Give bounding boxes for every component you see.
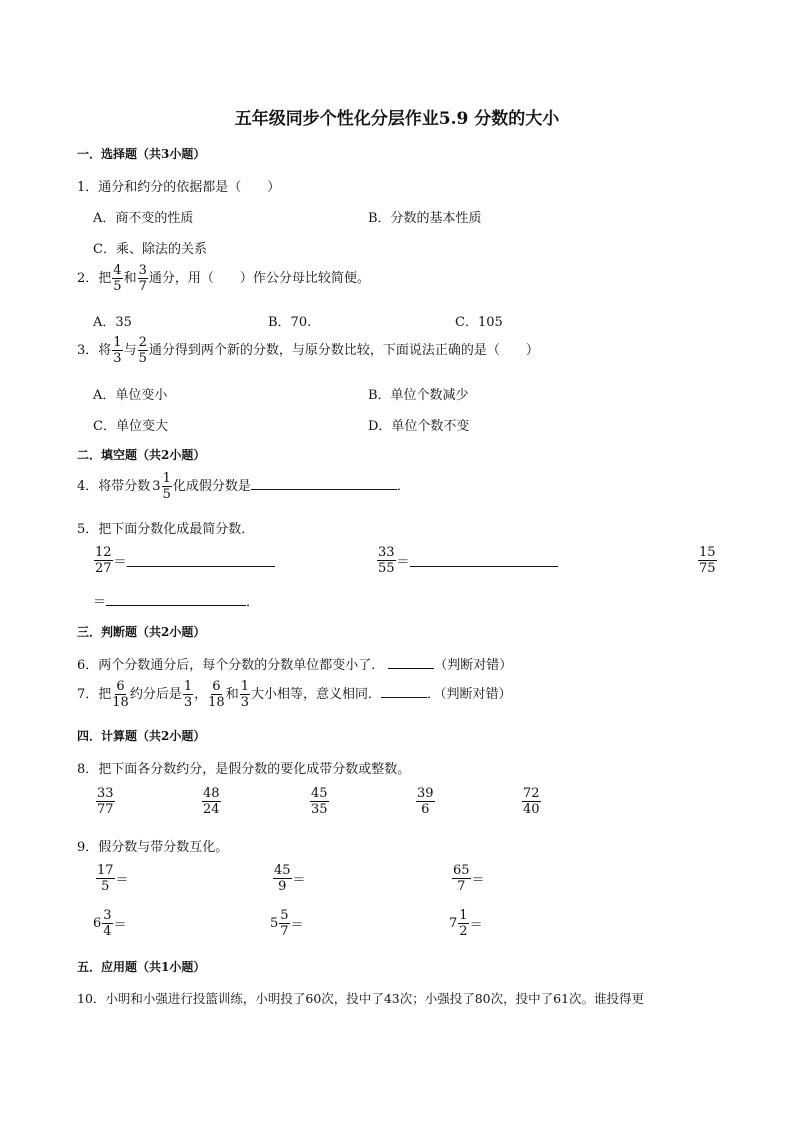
answer-blank[interactable] xyxy=(388,656,434,669)
question-6-text xyxy=(77,654,512,673)
q9-item-5 xyxy=(270,909,304,938)
answer-blank[interactable] xyxy=(251,477,397,490)
numerator: 33 xyxy=(378,545,395,560)
fraction xyxy=(310,787,329,816)
question-7-text xyxy=(77,680,512,709)
denominator: 75 xyxy=(699,561,716,576)
q2-option-a: A．35 xyxy=(93,315,132,330)
q4-end: ． xyxy=(396,479,410,494)
denominator: 7 xyxy=(280,924,289,939)
denominator: 7 xyxy=(457,879,466,894)
denominator: 27 xyxy=(95,561,112,576)
question-9-text: 9．假分数与带分数互化。 xyxy=(77,840,229,855)
fraction xyxy=(240,680,250,709)
denominator: 55 xyxy=(378,561,395,576)
denominator: 3 xyxy=(183,695,193,710)
numerator: 1 xyxy=(459,908,468,923)
numerator: 6 xyxy=(212,679,221,694)
fraction xyxy=(96,864,115,893)
fraction xyxy=(94,546,113,575)
q9-item-6 xyxy=(449,909,483,938)
q3-prefix: 3．将 xyxy=(77,343,112,358)
fraction xyxy=(698,546,717,575)
equals-sign: ＝ xyxy=(113,918,127,933)
answer-blank[interactable] xyxy=(410,554,558,567)
fraction xyxy=(279,909,289,938)
question-4-text xyxy=(77,472,410,501)
judge-hint: （判断对错） xyxy=(434,658,513,673)
numerator: 1 xyxy=(162,471,171,486)
q1-option-c: C．乘、除法的关系 xyxy=(93,242,207,257)
q5-end: ． xyxy=(246,595,260,610)
q3-option-d: D．单位个数不变 xyxy=(368,419,470,434)
fraction xyxy=(112,680,129,709)
q9-item-2 xyxy=(272,864,306,893)
q6-statement: 6．两个分数通分后，每个分数的分数单位都变小了． xyxy=(77,658,385,673)
numerator: 39 xyxy=(417,786,434,801)
numerator: 1 xyxy=(240,679,249,694)
q7-prefix: 7．把 xyxy=(77,687,112,702)
denominator: 7 xyxy=(138,279,147,294)
numerator: 3 xyxy=(138,263,147,278)
q8-fraction-4 xyxy=(415,787,436,816)
numerator: 48 xyxy=(203,786,220,801)
numerator: 17 xyxy=(97,863,114,878)
numerator: 5 xyxy=(280,908,289,923)
denominator: 5 xyxy=(138,351,147,366)
fraction xyxy=(138,264,148,293)
denominator: 5 xyxy=(113,279,122,294)
fraction xyxy=(112,264,122,293)
section-heading-judge: 三．判断题（共2小题） xyxy=(77,625,206,639)
numerator: 3 xyxy=(103,908,112,923)
mixed-whole: 5 xyxy=(270,916,279,931)
q1-option-b: B．分数的基本性质 xyxy=(368,211,482,226)
fraction xyxy=(102,909,112,938)
q5-item-3 xyxy=(697,546,718,575)
question-8-text: 8．把下面各分数约分，是假分数的要化成带分数或整数。 xyxy=(77,762,411,777)
fraction xyxy=(162,472,172,501)
equals-sign: ＝ xyxy=(115,873,129,888)
fraction xyxy=(458,909,468,938)
fraction xyxy=(96,787,115,816)
fraction xyxy=(377,546,396,575)
q8-fraction-5 xyxy=(521,787,542,816)
q2-connector: 和 xyxy=(123,271,137,286)
q2-suffix: 通分，用（ ）作公分母比较简便。 xyxy=(148,271,370,286)
numerator: 72 xyxy=(523,786,540,801)
fraction xyxy=(452,864,471,893)
equals-sign: ＝ xyxy=(396,555,410,570)
section-heading-calc: 四．计算题（共2小题） xyxy=(77,729,206,743)
denominator: 77 xyxy=(97,802,114,817)
denominator: 35 xyxy=(311,802,328,817)
section-heading-fill: 二．填空题（共2小题） xyxy=(77,448,206,462)
section-heading-application: 五．应用题（共1小题） xyxy=(77,960,206,974)
numerator: 15 xyxy=(699,545,716,560)
q4-prefix: 4．将带分数 xyxy=(77,479,151,494)
q7-text-a: 约分后是 xyxy=(129,687,182,702)
question-10-text: 10．小明和小强进行投篮训练，小明投了60次，投中了43次；小强投了80次，投中了61次。谁投得更 xyxy=(77,991,645,1006)
numerator: 6 xyxy=(116,679,125,694)
numerator: 65 xyxy=(453,863,470,878)
numerator: 1 xyxy=(183,679,193,694)
numerator: 45 xyxy=(311,786,328,801)
mixed-whole: 3 xyxy=(152,479,161,494)
q5-item-3-answer xyxy=(93,591,259,610)
denominator: 18 xyxy=(208,695,225,710)
fraction xyxy=(273,864,292,893)
denominator: 3 xyxy=(113,351,122,366)
q3-option-a: A．单位变小 xyxy=(93,388,168,403)
q5-item-2 xyxy=(376,546,558,575)
fraction xyxy=(416,787,435,816)
q2-option-c: C．105 xyxy=(455,315,503,330)
equals-sign: ＝ xyxy=(113,555,127,570)
q2-prefix: 2．把 xyxy=(77,271,112,286)
denominator: 9 xyxy=(278,879,287,894)
numerator: 33 xyxy=(97,786,114,801)
fraction xyxy=(138,336,148,365)
section-heading-choice: 一．选择题（共3小题） xyxy=(77,147,206,161)
answer-blank[interactable] xyxy=(381,685,427,698)
question-3-text xyxy=(77,336,539,365)
judge-hint: ．（判断对错） xyxy=(427,687,512,702)
denominator: 4 xyxy=(103,924,112,939)
q4-suffix: 化成假分数是 xyxy=(172,479,251,494)
numerator: 1 xyxy=(113,335,122,350)
answer-blank[interactable] xyxy=(127,554,275,567)
q8-fraction-1 xyxy=(95,787,116,816)
fraction xyxy=(208,680,225,709)
fraction xyxy=(112,336,122,365)
numerator: 45 xyxy=(274,863,291,878)
q8-fraction-2 xyxy=(201,787,222,816)
q9-item-3 xyxy=(451,864,485,893)
denominator: 5 xyxy=(101,879,110,894)
answer-blank[interactable] xyxy=(106,593,246,606)
q1-option-a: A．商不变的性质 xyxy=(93,211,194,226)
numerator: 12 xyxy=(95,545,112,560)
q3-option-b: B．单位个数减少 xyxy=(368,388,469,403)
q8-fraction-3 xyxy=(309,787,330,816)
equals-sign: ＝ xyxy=(93,595,107,610)
q9-item-4 xyxy=(93,909,127,938)
page-title: 五年级同步个性化分层作业5.9 分数的大小 xyxy=(234,109,560,129)
mixed-whole: 7 xyxy=(449,916,458,931)
fraction xyxy=(522,787,541,816)
equals-sign: ＝ xyxy=(292,873,306,888)
denominator: 18 xyxy=(112,695,129,710)
question-2-text xyxy=(77,264,370,293)
numerator: 2 xyxy=(138,335,147,350)
fraction xyxy=(183,680,193,709)
numerator: 4 xyxy=(113,263,122,278)
denominator: 3 xyxy=(240,695,249,710)
denominator: 24 xyxy=(203,802,220,817)
denominator: 2 xyxy=(459,924,468,939)
q7-connector: 和 xyxy=(225,687,239,702)
equals-sign: ＝ xyxy=(469,918,483,933)
q5-item-1 xyxy=(93,546,275,575)
q7-comma: ， xyxy=(194,687,208,702)
equals-sign: ＝ xyxy=(471,873,485,888)
denominator: 5 xyxy=(162,487,171,502)
q3-connector: 与 xyxy=(123,343,137,358)
equals-sign: ＝ xyxy=(290,918,304,933)
fraction xyxy=(202,787,221,816)
q2-option-b: B．70. xyxy=(268,315,312,330)
mixed-whole: 6 xyxy=(93,916,102,931)
q3-option-c: C．单位变大 xyxy=(93,419,168,434)
q7-text-b: 大小相等，意义相同． xyxy=(250,687,381,702)
question-1-text: 1．通分和约分的依据都是（ ） xyxy=(77,180,281,195)
denominator: 6 xyxy=(421,802,430,817)
question-5-text: 5．把下面分数化成最简分数． xyxy=(77,522,255,537)
q9-item-1 xyxy=(95,864,129,893)
q3-suffix: 通分得到两个新的分数，与原分数比较，下面说法正确的是（ ） xyxy=(148,343,539,358)
denominator: 40 xyxy=(523,802,540,817)
